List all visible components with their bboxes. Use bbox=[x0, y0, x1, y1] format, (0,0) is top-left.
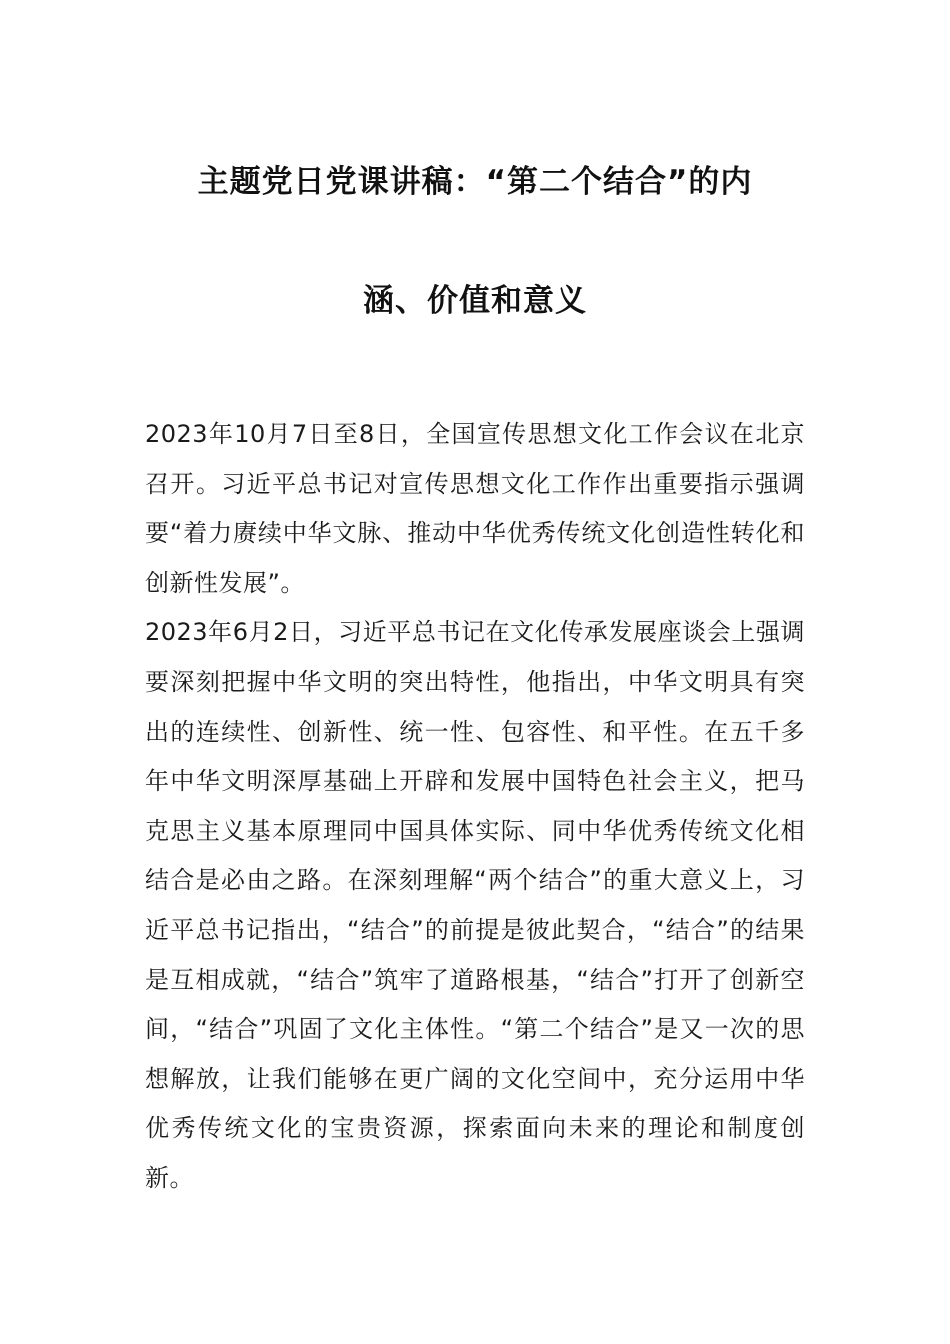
paragraph-2: 2023年6月2日，习近平总书记在文化传承发展座谈会上强调要深刻把握中华文明的突出特性，他指出，中华文明具有突出的连续性、创新性、统一性、包容性、和平性。在五千多年中华文明深厚基础上开辟和发展中国特色社会主义，把马克思主义基本原理同中国具体实际、同中华优秀传统文化相结合是必由之路。在深刻理解“两个结合”的重大意义上，习近平总书记指出，“结合”的前提是彼此契合，“结合”的结果是互相成就，“结合”筑牢了道路根基，“结合”打开了创新空间，“结合”巩固了文化主体性。“第二个结合”是又一次的思想解放，让我们能够在更广阔的文化空间中，充分运用中华优秀传统文化的宝贵资源，探索面向未来的理论和制度创新。 bbox=[145, 618, 805, 1192]
paragraph-1: 2023年10月7日至8日，全国宣传思想文化工作会议在北京召开。习近平总书记对宣传思想文化工作作出重要指示强调要“着力赓续中华文脉、推动中华优秀传统文化创造性转化和创新性发展”。 bbox=[145, 420, 805, 597]
document-title-line-2: 涵、价值和意义 bbox=[363, 283, 587, 319]
document-title-line-1: 主题党日党课讲稿：“第二个结合”的内 bbox=[197, 164, 753, 200]
document-body bbox=[145, 410, 805, 1204]
